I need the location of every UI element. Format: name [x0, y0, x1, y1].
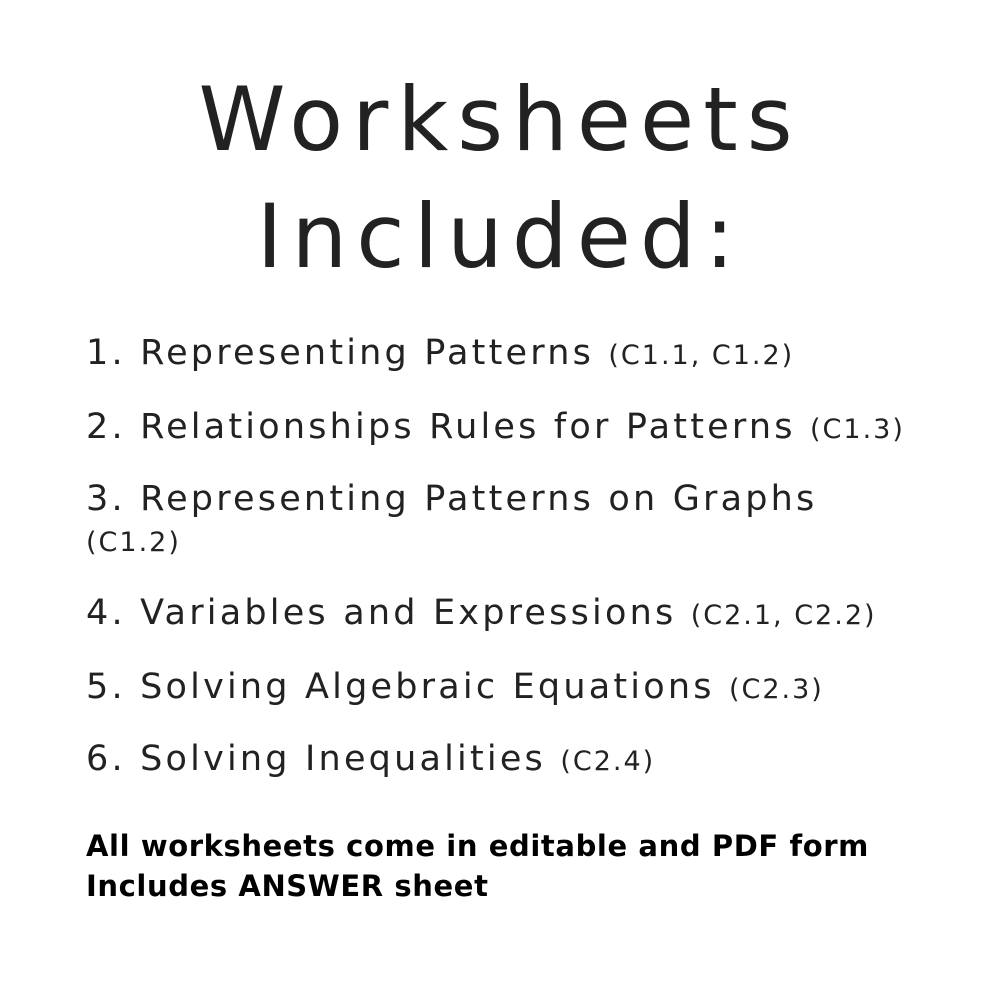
worksheet-label: 5. Solving Algebraic Equations — [86, 667, 729, 707]
list-item — [86, 736, 946, 785]
format-note: All worksheets come in editable and PDF form — [86, 829, 869, 863]
curriculum-code: (C1.2) — [86, 527, 181, 558]
list-item — [86, 664, 946, 713]
worksheet-label: 4. Variables and Expressions — [86, 593, 691, 633]
list-item — [86, 476, 946, 558]
notes-block — [86, 826, 966, 906]
worksheet-label: 1. Representing Patterns — [86, 333, 609, 373]
worksheet-label: 2. Relationships Rules for Patterns — [86, 407, 811, 447]
curriculum-code: (C2.4) — [560, 746, 656, 777]
curriculum-code: (C2.1, C2.2) — [690, 600, 877, 631]
page-title-line-1: Worksheets — [198, 68, 802, 171]
list-item — [86, 404, 946, 453]
page-title-line-2: Included: — [256, 185, 744, 288]
list-item — [86, 330, 946, 379]
worksheet-label: 3. Representing Patterns on Graphs — [86, 479, 818, 519]
worksheet-label: 6. Solving Inequalities — [86, 739, 561, 779]
curriculum-code: (C1.3) — [810, 414, 905, 445]
curriculum-code: (C2.3) — [728, 674, 824, 705]
list-item — [86, 590, 946, 639]
answer-sheet-note: Includes ANSWER sheet — [86, 869, 489, 903]
curriculum-code: (C1.1, C1.2) — [608, 340, 795, 371]
